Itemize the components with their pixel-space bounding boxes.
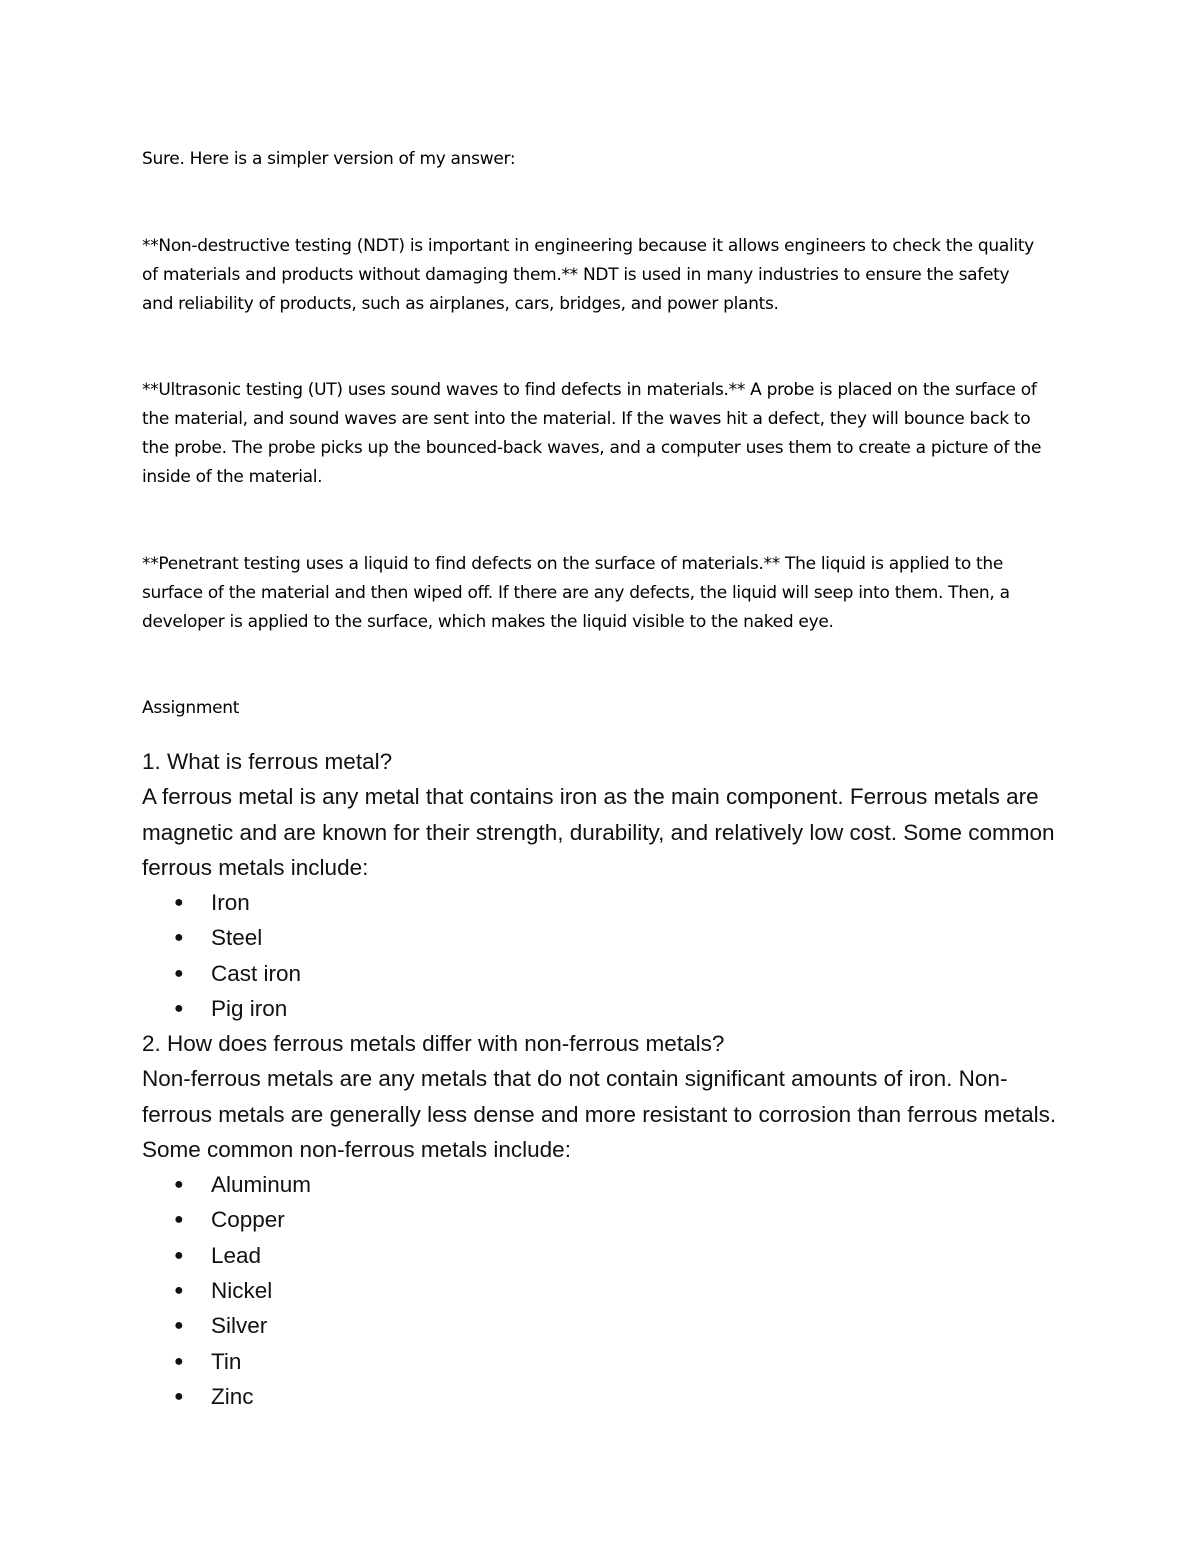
list-item bbox=[142, 956, 1062, 991]
non-ferrous-metals-list bbox=[142, 1167, 1062, 1414]
list-item bbox=[142, 1273, 1062, 1308]
question-2-title: 2. How does ferrous metals differ with non-ferrous metals? bbox=[142, 1031, 725, 1056]
bullet-icon: ● bbox=[174, 1387, 184, 1405]
bullet-icon: ● bbox=[174, 1352, 184, 1370]
list-item-label: Nickel bbox=[211, 1278, 273, 1304]
bullet-icon: ● bbox=[174, 1176, 184, 1194]
list-item-label: Pig iron bbox=[211, 996, 288, 1022]
bullet-icon: ● bbox=[174, 1246, 184, 1264]
bullet-icon: ● bbox=[174, 894, 184, 912]
list-item-label: Aluminum bbox=[211, 1172, 312, 1198]
bullet-icon: ● bbox=[174, 1000, 184, 1018]
assignment-heading: Assignment bbox=[142, 698, 240, 718]
question-1-answer: A ferrous metal is any metal that contains iron as the main component. Ferrous metals are magnetic and are known for their strength, durability, and relatively low cost. Some common ferrous metals include: bbox=[142, 784, 1055, 880]
list-item bbox=[142, 1167, 1062, 1202]
list-item bbox=[142, 1202, 1062, 1237]
list-item-label: Copper bbox=[211, 1207, 285, 1233]
list-item-label: Steel bbox=[211, 925, 263, 951]
question-1-title: 1. What is ferrous metal? bbox=[142, 749, 393, 774]
list-item bbox=[142, 920, 1062, 955]
list-item bbox=[142, 1344, 1062, 1379]
bullet-icon: ● bbox=[174, 1317, 184, 1335]
intro-paragraph: Sure. Here is a simpler version of my answer: bbox=[142, 149, 516, 169]
bullet-icon: ● bbox=[174, 1282, 184, 1300]
list-item-label: Silver bbox=[211, 1313, 268, 1339]
question-block-2 bbox=[142, 1026, 1062, 1414]
list-item-label: Zinc bbox=[211, 1383, 254, 1409]
list-item-label: Cast iron bbox=[211, 960, 302, 986]
question-block-1 bbox=[142, 744, 1062, 1026]
list-item bbox=[142, 1238, 1062, 1273]
ndt-paragraph: **Non-destructive testing (NDT) is important in engineering because it allows engineers to check the quality of materials and products without damaging them.** NDT is used in many industries to ensure the safety and reliability of products, such as airplanes, cars, bridges, and power plants. bbox=[142, 236, 1034, 314]
list-item bbox=[142, 1379, 1062, 1414]
bullet-icon: ● bbox=[174, 1211, 184, 1229]
list-item-label: Iron bbox=[211, 890, 250, 916]
list-item bbox=[142, 885, 1062, 920]
list-item-label: Lead bbox=[211, 1242, 262, 1268]
penetrant-testing-paragraph: **Penetrant testing uses a liquid to find defects on the surface of materials.** The liquid is applied to the surface of the material and then wiped off. If there are any defects, the liquid will seep into them. Then, a developer is applied to the surface, which makes the liquid visible to the naked eye. bbox=[142, 554, 1010, 632]
list-item-label: Tin bbox=[211, 1348, 242, 1374]
list-item bbox=[142, 991, 1062, 1026]
bullet-icon: ● bbox=[174, 929, 184, 947]
question-2-answer: Non-ferrous metals are any metals that do not contain significant amounts of iron. Non-ferrous metals are generally less dense and more resistant to corrosion than ferrous metals. Some common non-ferrous metals include: bbox=[142, 1066, 1057, 1162]
list-item bbox=[142, 1308, 1062, 1343]
ferrous-metals-list bbox=[142, 885, 1062, 1026]
bullet-icon: ● bbox=[174, 964, 184, 982]
ultrasonic-testing-paragraph: **Ultrasonic testing (UT) uses sound waves to find defects in materials.** A probe is placed on the surface of the material, and sound waves are sent into the material. If the waves hit a defect, they will bounce back to the probe. The probe picks up the bounced-back waves, and a computer uses them to create a picture of the inside of the material. bbox=[142, 380, 1042, 487]
